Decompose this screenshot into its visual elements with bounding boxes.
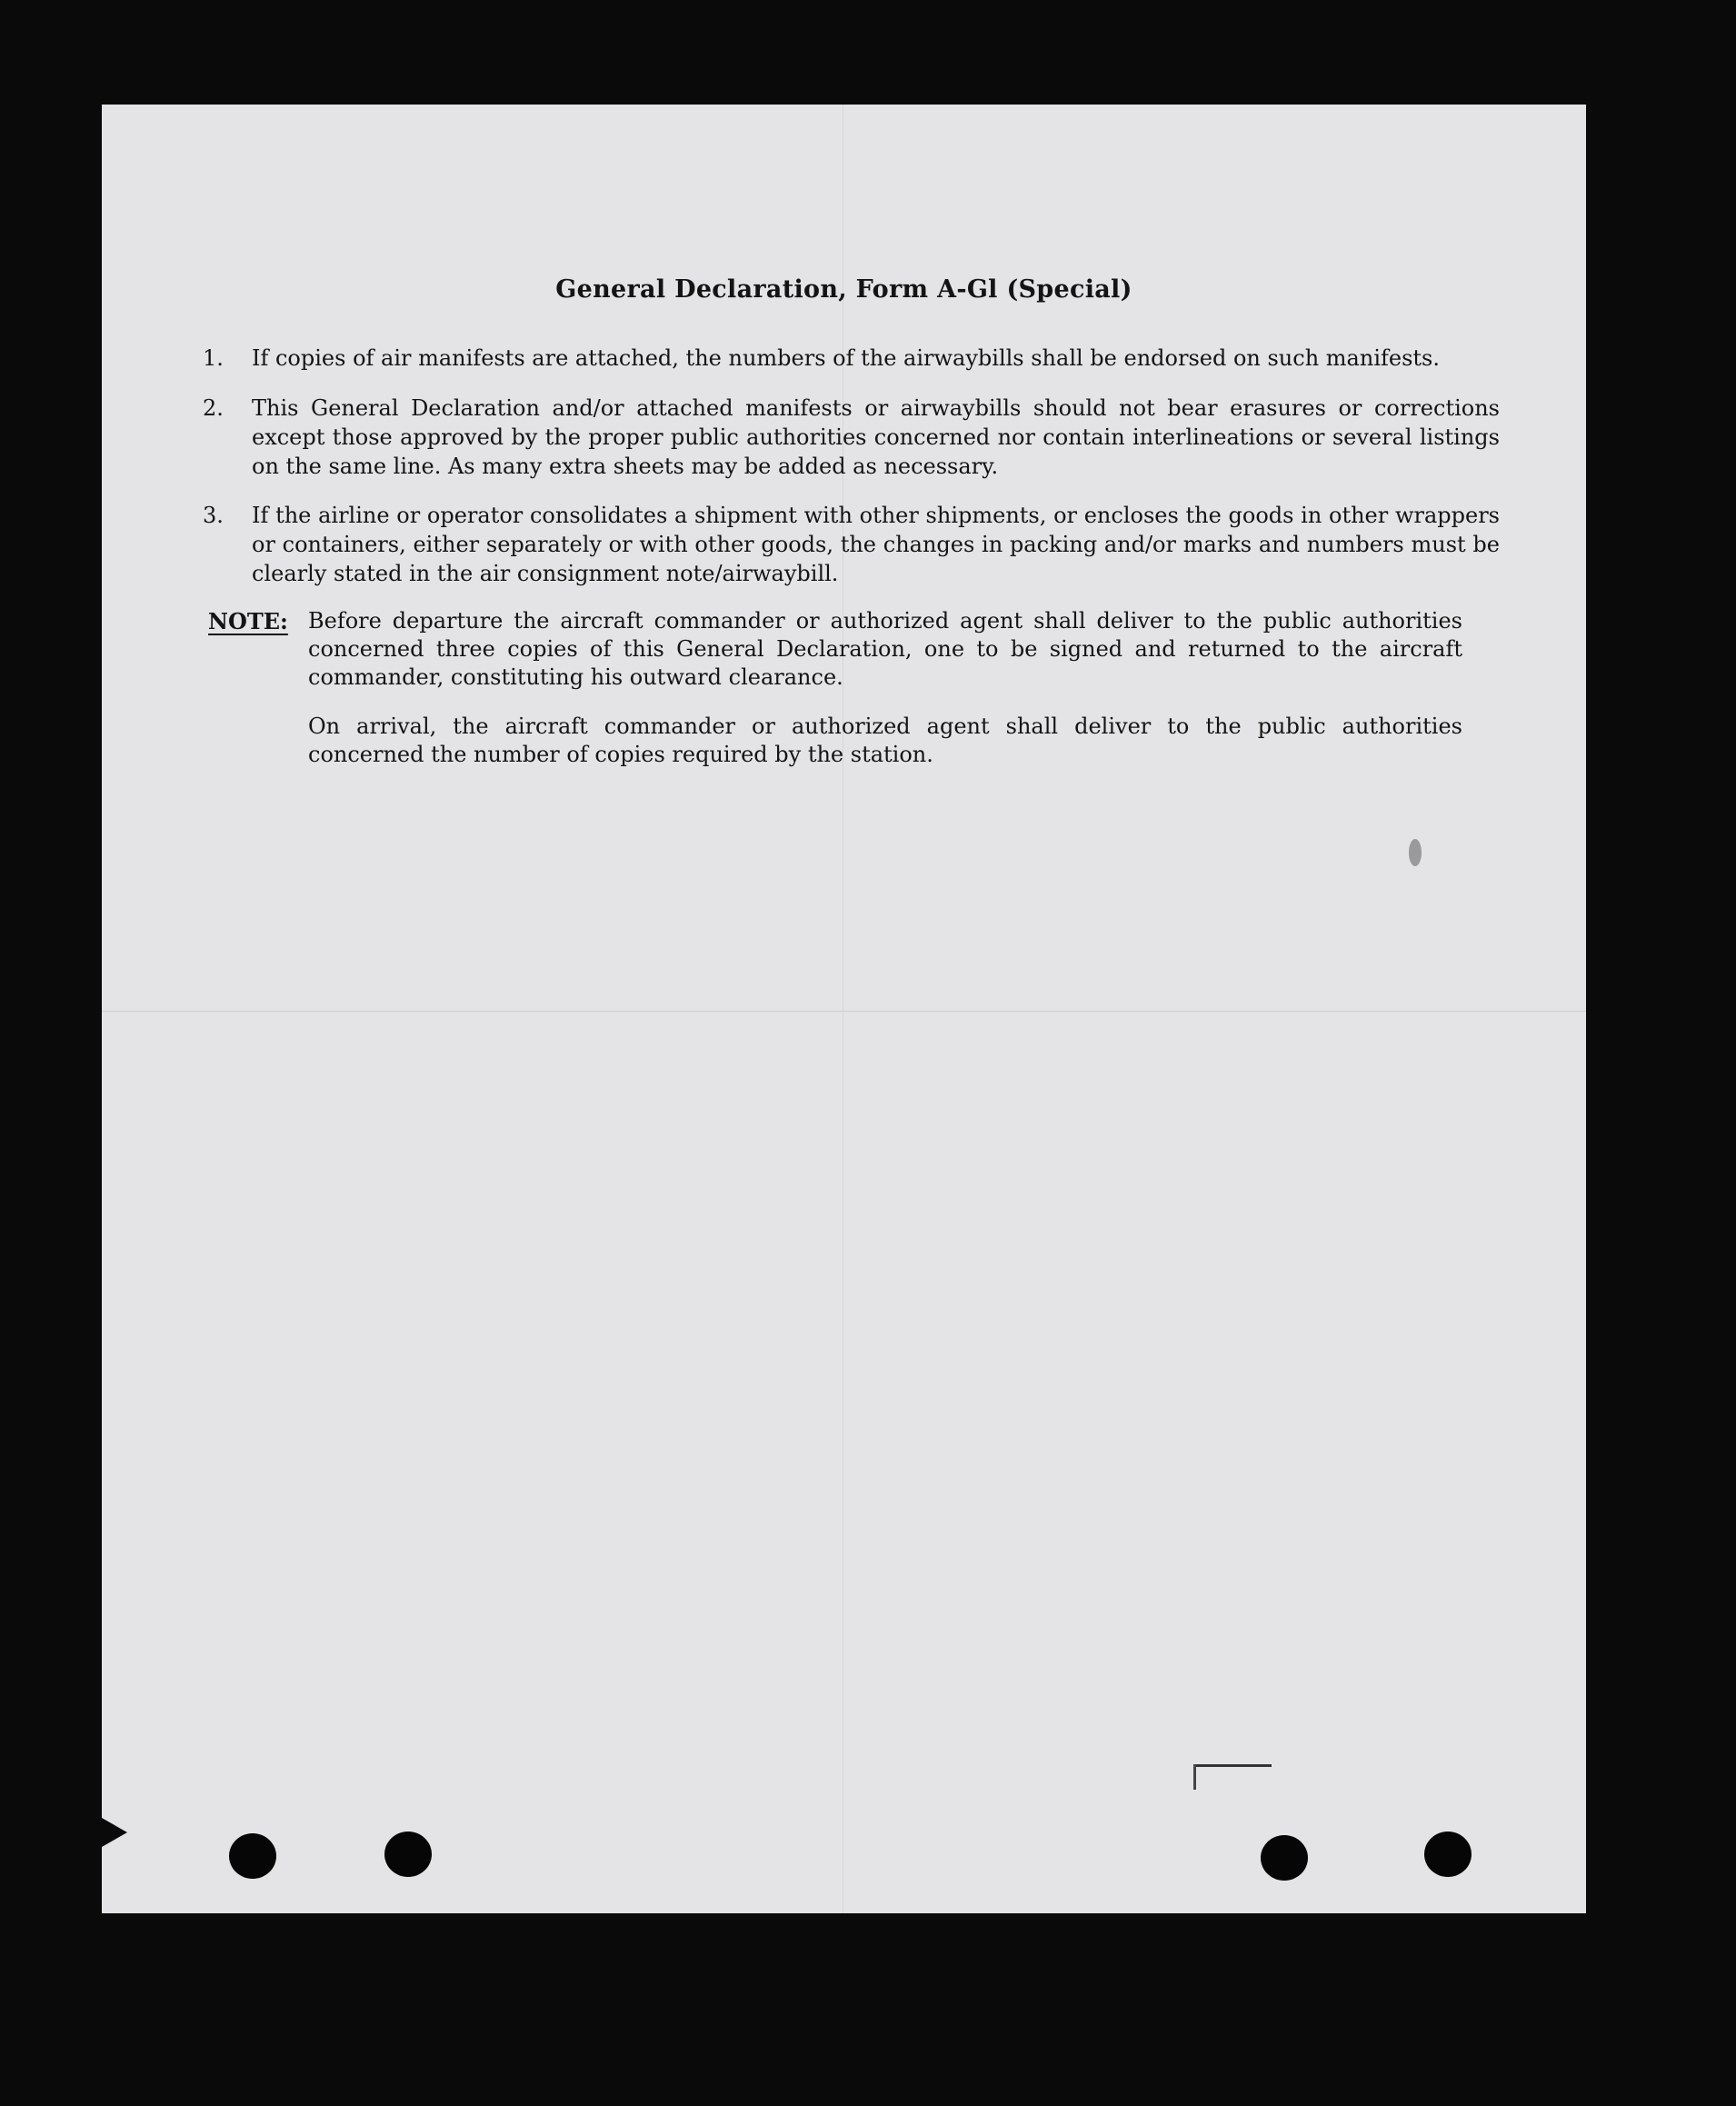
pen-mark	[1195, 1764, 1272, 1767]
item-text: This General Declaration and/or attached manifests or airwaybills should not bear erasures or corrections except those approved by the proper public authorities concerned nor contain interlineations or several listings on the same line. As many extra sheets may be added as necessary.	[252, 395, 1500, 479]
item-number: 2.	[203, 395, 224, 421]
note-paragraph-1: Before departure the aircraft commander or authorized agent shall deliver to the public authorities concerned three copies of this General Declaration, one to be signed and returned to the aircraft commander, constituting his outward clearance.	[308, 608, 1462, 690]
punch-hole-4	[1424, 1832, 1472, 1877]
punch-hole-1	[229, 1833, 276, 1879]
pen-mark-vertical	[1193, 1764, 1196, 1790]
horizontal-fold-line	[102, 1011, 1586, 1012]
page-edge-notch	[102, 1818, 127, 1847]
item-text: If copies of air manifests are attached, the numbers of the airwaybills shall be endorsed on such manifests.	[252, 345, 1440, 371]
punch-hole-3	[1261, 1835, 1308, 1881]
note-paragraph-2: On arrival, the aircraft commander or authorized agent shall deliver to the public authorities concerned the number of copies required by the station.	[308, 714, 1462, 767]
item-text: If the airline or operator consolidates a shipment with other shipments, or encloses the goods in other wrappers or containers, either separately or with other goods, the changes in packing and/or marks and numbers must be clearly stated in the air consignment note/airwaybill.	[252, 503, 1500, 586]
item-number: 1.	[203, 345, 224, 371]
document-page	[102, 105, 1586, 1913]
punch-hole-2	[384, 1832, 432, 1877]
note-label: NOTE:	[208, 608, 288, 634]
ink-smudge	[1409, 839, 1422, 866]
document-title: General Declaration, Form A-Gl (Special)	[555, 275, 1132, 304]
item-number: 3.	[203, 503, 224, 528]
